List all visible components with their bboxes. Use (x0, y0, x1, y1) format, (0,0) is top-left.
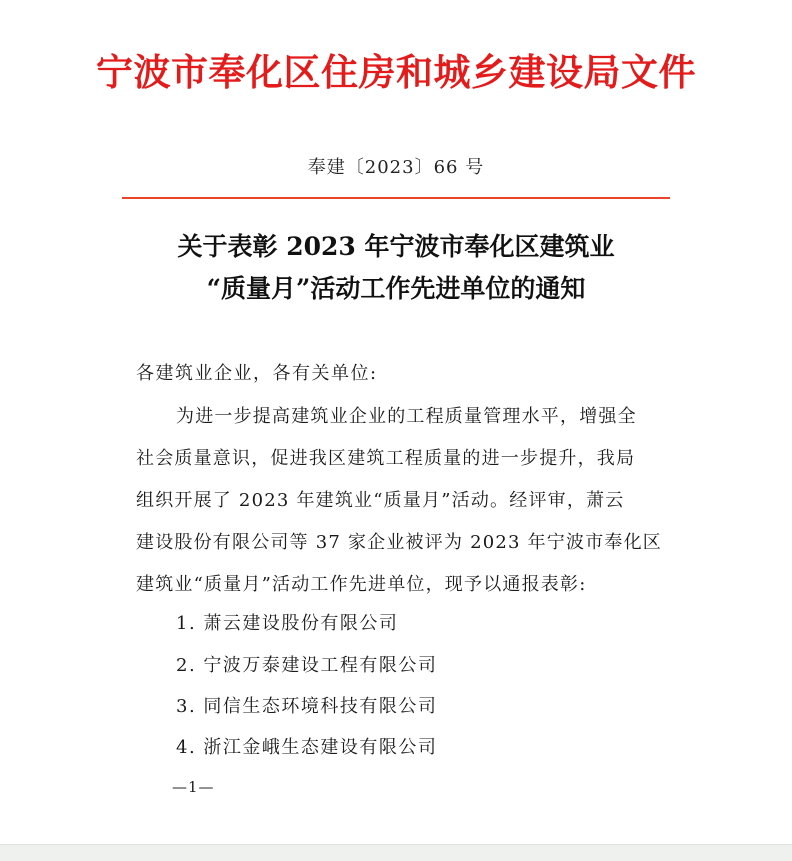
body-paragraph-line: 建设股份有限公司等 37 家企业被评为 2023 年宁波市奉化区 (136, 532, 662, 553)
page-number: —1— (172, 778, 215, 796)
issuing-authority-title: 宁波市奉化区住房和城乡建设局文件 (96, 50, 696, 94)
awardee-list-item: 3. 同信生态环境科技有限公司 (176, 696, 438, 717)
awardee-list-item: 2. 宁波万泰建设工程有限公司 (176, 655, 438, 676)
body-paragraph-line: 为进一步提高建筑业企业的工程质量管理水平，增强全 (176, 406, 637, 427)
document-number: 奉建〔2023〕66 号 (307, 157, 485, 178)
salutation: 各建筑业企业，各有关单位: (136, 363, 378, 384)
awardee-list-item: 4. 浙江金峨生态建设有限公司 (176, 737, 438, 758)
body-paragraph-line: 组织开展了 2023 年建筑业“质量月”活动。经评审，萧云 (136, 490, 625, 511)
body-paragraph-line: 社会质量意识，促进我区建筑工程质量的进一步提升，我局 (136, 448, 636, 469)
awardee-list-item: 1. 萧云建设股份有限公司 (176, 613, 399, 634)
viewer-bottom-edge (0, 844, 792, 861)
body-paragraph-line: 建筑业“质量月”活动工作先进单位，现予以通报表彰: (136, 574, 587, 595)
notice-title-line-1: 关于表彰 2023 年宁波市奉化区建筑业 (177, 232, 615, 261)
red-divider-line (122, 197, 670, 199)
notice-title-line-2: “质量月”活动工作先进单位的通知 (206, 274, 586, 303)
